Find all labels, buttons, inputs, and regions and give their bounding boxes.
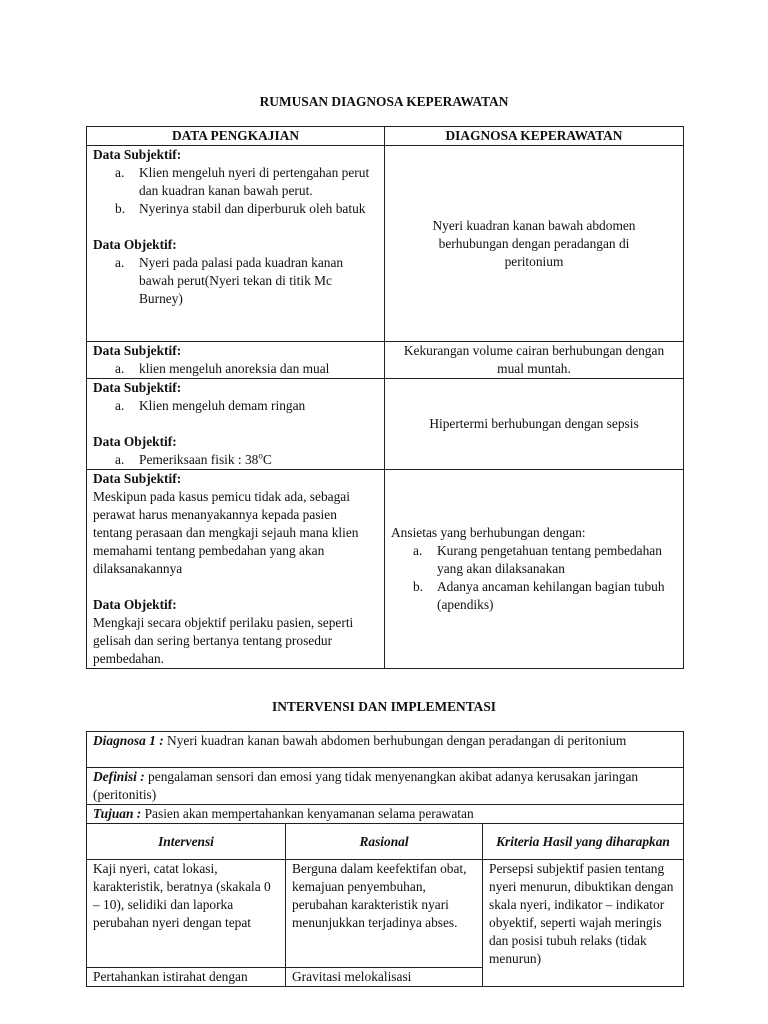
list-item: Nyeri pada palasi pada kuadran kanan bawah perut(Nyeri tekan di titik Mc Burney) xyxy=(139,255,344,306)
col-header-rasional: Rasional xyxy=(286,824,483,860)
definisi-text: pengalaman sensori dan emosi yang tidak menyenangkan akibat adanya kerusakan jaringan (peritonitis) xyxy=(93,769,639,802)
objective-label: Data Objektif: xyxy=(93,434,177,449)
col-header-kriteria: Kriteria Hasil yang diharapkan xyxy=(483,824,684,860)
definisi-label: Definisi : xyxy=(93,769,145,784)
subjective-label: Data Subjektif: xyxy=(93,343,182,358)
col-header-diagnosa: DIAGNOSA KEPERAWATAN xyxy=(385,127,684,146)
data-cell xyxy=(87,379,385,470)
intervensi-cell: Pertahankan istirahat dengan xyxy=(87,968,286,987)
objective-label: Data Objektif: xyxy=(93,237,177,252)
diagnosa-text: Nyeri kuadran kanan bawah abdomen berhubungan dengan peradangan di peritonium xyxy=(163,733,627,748)
data-cell xyxy=(87,146,385,342)
diagnosis-cell xyxy=(385,470,684,669)
diagnosa-label: Diagnosa 1 : xyxy=(93,733,164,748)
diagnosis-cell: Nyeri kuadran kanan bawah abdomen berhubungan dengan peradangan di peritonium xyxy=(385,146,684,342)
temperature-unit: C xyxy=(262,452,272,467)
list-item: Nyerinya stabil dan diperburuk oleh batuk xyxy=(139,201,366,216)
list-item: Adanya ancaman kehilangan bagian tubuh (apendiks) xyxy=(437,579,665,612)
table-row xyxy=(87,146,684,342)
objective-text: Mengkaji secara objektif perilaku pasien, seperti gelisah dan sering bertanya tentang prosedur pembedahan. xyxy=(93,615,354,666)
table-row xyxy=(87,342,684,379)
tujuan-row xyxy=(87,805,684,824)
list-item: Klien mengeluh demam ringan xyxy=(139,398,306,413)
subjective-text: Meskipun pada kasus pemicu tidak ada, sebagai perawat harus menanyakannya kepada pasien tentang perasaan dan mengkaji sejauh mana klien memahami tentang pembedahan yang akan dilaksanakannya xyxy=(93,489,359,576)
temperature-text: Pemeriksaan fisik : 38 xyxy=(139,452,259,467)
tujuan-label: Tujuan : xyxy=(93,806,142,821)
kriteria-cell: Persepsi subjektif pasien tentang nyeri menurun, dibuktikan dengan skala nyeri, indikator – indikator obyektif, seperti wajah meringis dan posisi tubuh relaks (tidak menurun) xyxy=(483,860,684,987)
tujuan-text: Pasien akan mempertahankan kenyamanan selama perawatan xyxy=(141,806,474,821)
diagnosa-row xyxy=(87,732,684,768)
diagnosis-table xyxy=(86,126,684,669)
data-cell xyxy=(87,342,385,379)
objective-label: Data Objektif: xyxy=(93,597,177,612)
data-cell xyxy=(87,470,385,669)
table-row xyxy=(87,470,684,669)
diagnosis-cell: Kekurangan volume cairan berhubungan dengan mual muntah. xyxy=(385,342,684,379)
col-header-data: DATA PENGKAJIAN xyxy=(87,127,385,146)
col-header-intervensi: Intervensi xyxy=(87,824,286,860)
section-title-intervensi: INTERVENSI DAN IMPLEMENTASI xyxy=(272,699,496,714)
table-row xyxy=(87,379,684,470)
rasional-cell: Gravitasi melokalisasi xyxy=(286,968,483,987)
definisi-row xyxy=(87,768,684,805)
subjective-label: Data Subjektif: xyxy=(93,380,182,395)
intervensi-cell: Kaji nyeri, catat lokasi, karakteristik, beratnya (skakala 0 – 10), selidiki dan laporka perubahan nyeri dengan tepat xyxy=(87,860,286,968)
list-item: klien mengeluh anoreksia dan mual xyxy=(139,361,330,376)
list-item: Kurang pengetahuan tentang pembedahan yang akan dilaksanakan xyxy=(437,543,662,576)
diagnosis-intro: Ansietas yang berhubungan dengan: xyxy=(391,525,586,540)
list-item: Klien mengeluh nyeri di pertengahan perut dan kuadran kanan bawah perut. xyxy=(139,165,370,198)
subjective-label: Data Subjektif: xyxy=(93,147,182,162)
table-row xyxy=(87,860,684,968)
intervention-table xyxy=(86,731,684,987)
diagnosis-cell: Hipertermi berhubungan dengan sepsis xyxy=(385,379,684,470)
section-title-diagnosa: RUMUSAN DIAGNOSA KEPERAWATAN xyxy=(259,94,509,109)
list-item xyxy=(139,451,378,469)
subjective-label: Data Subjektif: xyxy=(93,471,182,486)
degree-symbol: o xyxy=(258,450,263,461)
rasional-cell: Berguna dalam keefektifan obat, kemajuan penyembuhan, perubahan karakteristik nyari menunjukkan terjadinya abses. xyxy=(286,860,483,968)
